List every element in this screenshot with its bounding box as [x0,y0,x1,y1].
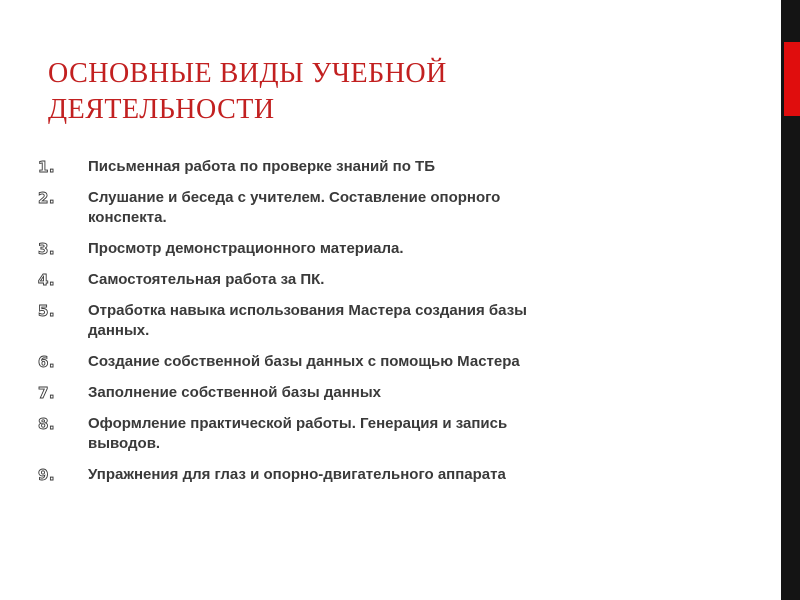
list-text-line: Письменная работа по проверке знаний по ТБ [88,158,435,175]
list-text [88,383,381,403]
list-item [38,188,678,228]
list-text [88,188,500,228]
list-number: 3. [38,240,56,258]
list-text [88,270,324,290]
list-text-line: Создание собственной базы данных с помощью Мастера [88,353,520,370]
list-number: 8. [38,415,56,433]
accent-bar-red [784,42,800,116]
list-item [38,352,678,372]
list-number: 5. [38,302,56,320]
list-item [38,239,678,259]
list-text-line: конспекта. [88,209,167,226]
list-item [38,465,678,485]
list-number: 1. [38,158,56,176]
activity-list [38,157,678,496]
list-text-line: Просмотр демонстрационного материала. [88,240,404,257]
list-text [88,414,507,454]
slide-title-line-1: ОСНОВНЫЕ ВИДЫ УЧЕБНОЙ [48,58,447,89]
list-item [38,383,678,403]
slide-title [48,56,748,128]
list-number: 7. [38,384,56,402]
list-text [88,157,435,177]
list-text-line: Самостоятельная работа за ПК. [88,271,325,288]
list-text-line: Отработка навыка использования Мастера создания базы [88,302,527,319]
slide-title-line-2: ДЕЯТЕЛЬНОСТИ [48,94,275,125]
list-text-line: данных. [88,322,150,339]
list-item [38,414,678,454]
list-text-line: Оформление практической работы. Генерация и запись [88,415,508,432]
list-number: 9. [38,466,56,484]
list-text [88,239,404,259]
list-item [38,301,678,341]
list-item [38,157,678,177]
list-text [88,465,506,485]
list-number: 6. [38,353,56,371]
list-text-line: Слушание и беседа с учителем. Составление опорного [88,189,501,206]
list-text [88,352,520,372]
list-text [88,301,527,341]
list-item [38,270,678,290]
list-text-line: Заполнение собственной базы данных [88,384,381,401]
list-number: 2. [38,189,56,207]
list-text-line: Упражнения для глаз и опорно-двигательного аппарата [88,466,506,483]
list-text-line: выводов. [88,435,161,452]
list-number: 4. [38,271,56,289]
